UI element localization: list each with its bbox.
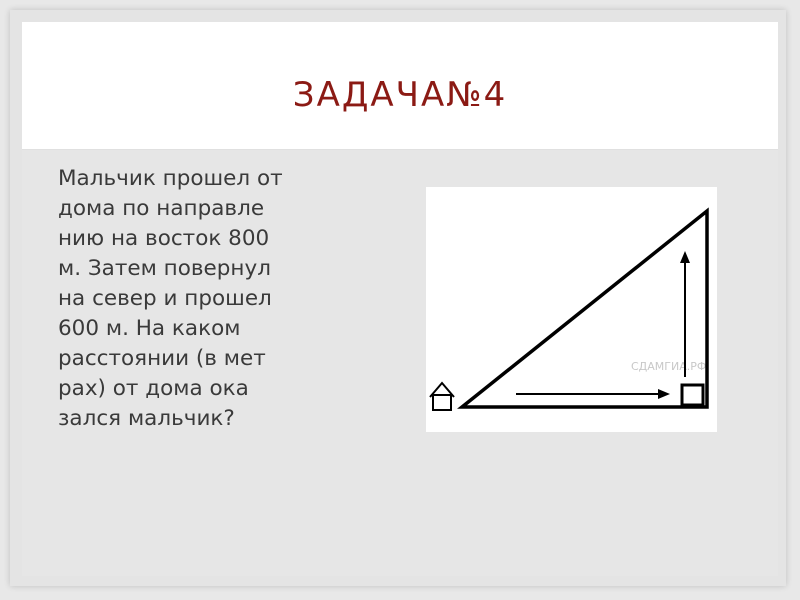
watermark-text: СДАМГИА.РФ: [631, 360, 707, 373]
problem-text-line: 600 м. На каком: [58, 316, 241, 341]
problem-text-line: расстоянии (в мет: [58, 346, 266, 371]
problem-text: [58, 164, 398, 434]
triangle-figure: [426, 187, 717, 432]
arrow-right-icon: [516, 389, 670, 399]
problem-text-line: дома по направле: [58, 196, 265, 221]
house-icon: [430, 383, 454, 410]
problem-text-line: зался мальчик?: [58, 406, 235, 431]
problem-text-line: рах) от дома ока: [58, 376, 249, 401]
triangle-diagram: [426, 187, 717, 432]
arrow-up-icon: [680, 251, 690, 377]
problem-text-line: нию на восток 800: [58, 226, 270, 251]
problem-text-line: Мальчик прошел от: [58, 166, 283, 191]
problem-text-line: м. Затем повернул: [58, 256, 271, 281]
right-angle-marker: [682, 385, 703, 405]
problem-text-line: на север и прошел: [58, 286, 272, 311]
right-triangle: [462, 211, 707, 407]
slide-title: ЗАДАЧА№4: [292, 75, 508, 115]
title-band: [22, 22, 778, 150]
